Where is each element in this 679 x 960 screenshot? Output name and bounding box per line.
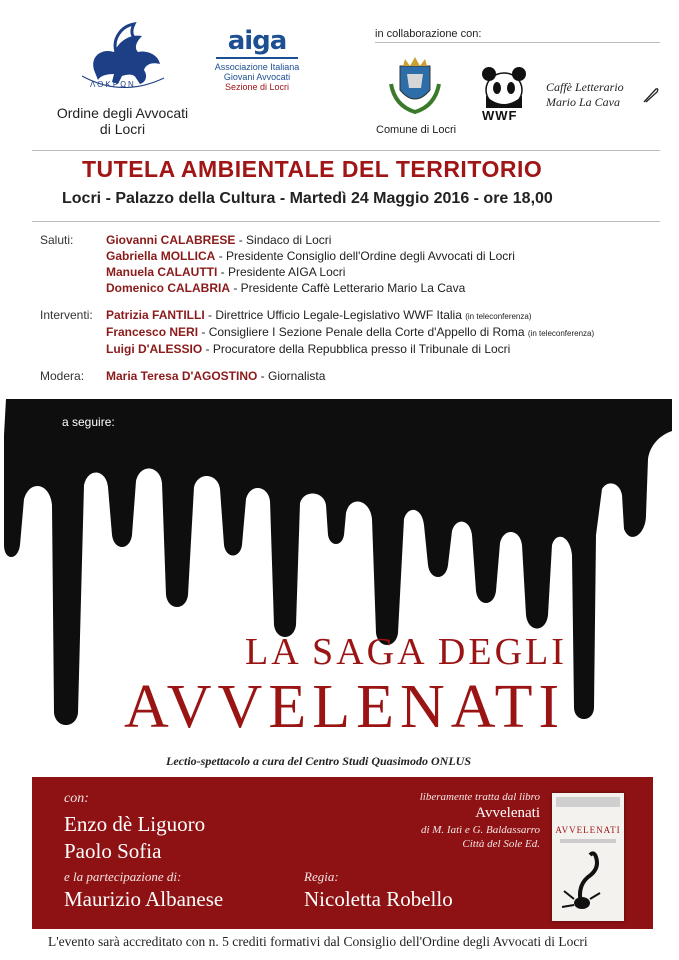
caffe-line2: Mario La Cava [546,95,621,109]
wwf-label: WWF [482,108,518,123]
modera-row [106,369,325,383]
actor-name: Enzo dè Liguoro [64,812,206,836]
aiga-line3: Sezione di Locri [224,82,290,92]
speaker-name: Luigi D'ALESSIO [106,342,203,356]
speaker-role: - Presidente Consiglio dell'Ordine degli Avvocati di Locri [215,249,515,263]
caffe-logo [546,80,624,110]
interventi-label: Interventi: [40,308,93,322]
collab-label: in collaborazione con: [375,28,482,40]
speaker-name: Manuela CALAUTTI [106,265,218,279]
book-authors: di M. Iatì e G. Baldassarro [420,824,540,836]
speaker-role: - Procuratore della Repubblica presso il Tribunale di Locri [202,342,511,356]
speaker-note: (in teleconferenza) [527,329,595,338]
speaker-name: Gabriella MOLLICA [106,249,216,263]
saluti-label: Saluti: [40,233,74,247]
wwf-panda-icon [480,64,528,108]
scorpion-icon [552,847,624,917]
director-name: Nicoletta Robello [304,887,453,911]
event-subtitle: Locri - Palazzo della Cultura - Martedì 24 Maggio 2016 - ore 18,00 [62,190,553,207]
book-cover-title: AVVELENATI [555,825,621,835]
header-divider [32,150,660,151]
caffe-line1: Caffè Letterario [546,80,624,94]
saluti-row [106,249,515,263]
aiga-wordmark: aiga [227,26,287,56]
aiga-line1: Associazione Italiana [214,62,300,72]
partecipazione-label: e la partecipazione di: [64,869,182,884]
speaker-role: - Sindaco di Locri [235,233,332,247]
aiga-line2: Giovani Avvocati [223,72,291,82]
con-label: con: [64,791,89,806]
saluti-row [106,233,331,247]
collab-underline [375,42,660,43]
speaker-role: - Presidente Caffè Letterario Mario La Cava [230,281,466,295]
title-divider [32,221,660,222]
speaker-name: Domenico CALABRIA [106,281,231,295]
speaker-name: Maria Teresa D'AGOSTINO [106,369,258,383]
speaker-note: (in teleconferenza) [465,312,532,321]
ordine-line1: Ordine degli Avvocati [56,105,189,121]
comune-label: Comune di Locri [376,124,457,136]
aiga-logo [212,26,302,92]
quill-icon [642,86,660,109]
ordine-name [40,105,205,137]
ordine-logo-greek: ΛΟΚΡΩΝ [90,80,136,89]
book-publisher: Città del Sole Ed. [462,838,540,850]
footer-note: L'evento sarà accreditato con n. 5 crediti formativi dal Consiglio dell'Ordine degli Avvocati di Locri [48,934,588,949]
ordine-logo [72,18,172,96]
speaker-role: - Presidente AIGA Locri [217,265,346,279]
speaker-role: - Consigliere I Sezione Penale della Corte d'Appello di Roma [198,325,525,339]
a-seguire-label: a seguire: [62,415,115,429]
interventi-row [106,342,510,356]
comune-crest-icon [385,54,445,116]
speaker-name: Giovanni CALABRESE [106,233,236,247]
saluti-row [106,265,345,279]
cast-band [32,777,653,929]
actor-name: Maurizio Albanese [64,887,224,911]
book-title: Avvelenati [475,805,540,821]
show-title-line1: LA SAGA DEGLI [245,631,567,673]
book-info [412,791,540,850]
interventi-row [106,308,532,322]
actor-name: Paolo Sofia [64,839,162,863]
event-title: TUTELA AMBIENTALE DEL TERRITORIO [82,156,543,182]
speaker-role: - Giornalista [257,369,326,383]
show-title-line2: AVVELENATI [124,673,566,741]
regia-label: Regia: [304,869,339,884]
speaker-name: Patrizia FANTILLI [106,308,205,322]
saluti-row [106,281,465,295]
modera-label: Modera: [40,369,85,383]
speaker-name: Francesco NERI [106,325,199,339]
speaker-role: - Direttrice Ufficio Legale-Legislativo WWF Italia [204,308,462,322]
book-cover [552,793,624,921]
book-intro: liberamente tratta dal libro [419,791,540,803]
show-caption: Lectio-spettacolo a cura del Centro Studi Quasimodo ONLUS [166,754,472,768]
ordine-line2: di Locri [99,121,146,137]
interventi-row [106,325,594,339]
